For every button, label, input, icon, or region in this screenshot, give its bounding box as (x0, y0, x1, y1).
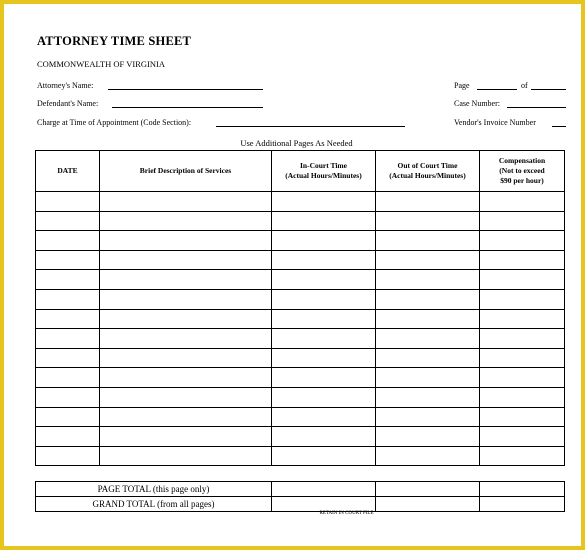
in-court-cell[interactable] (272, 368, 376, 388)
description-header: Brief Description of Services (100, 151, 272, 192)
out-court-cell[interactable] (376, 348, 480, 368)
table-row (36, 289, 565, 309)
compensation-cell[interactable] (480, 231, 565, 251)
description-cell[interactable] (100, 231, 272, 251)
out-court-cell[interactable] (376, 289, 480, 309)
out-court-cell[interactable] (376, 407, 480, 427)
date-cell[interactable] (36, 446, 100, 466)
page-total-compensation[interactable] (480, 482, 565, 497)
date-cell[interactable] (36, 309, 100, 329)
description-cell[interactable] (100, 368, 272, 388)
out-court-cell[interactable] (376, 427, 480, 447)
compensation-cell[interactable] (480, 446, 565, 466)
retain-footer: RETAIN IN COURT FILE (319, 511, 374, 516)
date-cell[interactable] (36, 427, 100, 447)
in-court-cell[interactable] (272, 387, 376, 407)
table-row (36, 407, 565, 427)
grand-total-out-court[interactable] (376, 497, 480, 512)
page-count-line[interactable] (531, 89, 566, 90)
out-court-cell[interactable] (376, 270, 480, 290)
page-total-row (36, 482, 565, 497)
table-row (36, 211, 565, 231)
description-cell[interactable] (100, 427, 272, 447)
page-total-label: PAGE TOTAL (this page only) (36, 482, 272, 497)
out-court-cell[interactable] (376, 309, 480, 329)
in-court-cell[interactable] (272, 348, 376, 368)
description-cell[interactable] (100, 446, 272, 466)
table-row (36, 192, 565, 212)
in-court-cell[interactable] (272, 289, 376, 309)
grand-total-label: GRAND TOTAL (from all pages) (36, 497, 272, 512)
description-cell[interactable] (100, 289, 272, 309)
attorney-name-label: Attorney's Name: (37, 81, 94, 90)
charge-label: Charge at Time of Appointment (Code Section): (37, 118, 192, 127)
compensation-cell[interactable] (480, 192, 565, 212)
in-court-cell[interactable] (272, 329, 376, 349)
in-court-cell[interactable] (272, 211, 376, 231)
out-court-cell[interactable] (376, 329, 480, 349)
case-number-label: Case Number: (454, 99, 500, 108)
description-cell[interactable] (100, 348, 272, 368)
of-label: of (521, 81, 528, 90)
description-cell[interactable] (100, 387, 272, 407)
document-subtitle: COMMONWEALTH OF VIRGINIA (37, 59, 165, 69)
in-court-cell[interactable] (272, 407, 376, 427)
in-court-header: In-Court Time (Actual Hours/Minutes) (272, 151, 376, 192)
grand-total-in-court[interactable] (272, 497, 376, 512)
table-row (36, 231, 565, 251)
out-court-header: Out of Court Time (Actual Hours/Minutes) (376, 151, 480, 192)
in-court-cell[interactable] (272, 309, 376, 329)
compensation-cell[interactable] (480, 368, 565, 388)
description-cell[interactable] (100, 407, 272, 427)
description-cell[interactable] (100, 211, 272, 231)
totals-table (35, 481, 565, 512)
document-title: ATTORNEY TIME SHEET (37, 34, 192, 48)
compensation-cell[interactable] (480, 250, 565, 270)
in-court-cell[interactable] (272, 270, 376, 290)
compensation-cell[interactable] (480, 211, 565, 231)
charge-line[interactable] (216, 126, 405, 127)
description-cell[interactable] (100, 270, 272, 290)
table-header-row (36, 151, 565, 192)
case-number-line[interactable] (507, 107, 566, 108)
compensation-cell[interactable] (480, 348, 565, 368)
time-table (35, 150, 565, 466)
vendor-invoice-label: Vendor's Invoice Number (454, 118, 536, 127)
table-row (36, 250, 565, 270)
date-cell[interactable] (36, 348, 100, 368)
out-court-cell[interactable] (376, 368, 480, 388)
out-court-cell[interactable] (376, 192, 480, 212)
description-cell[interactable] (100, 250, 272, 270)
table-row (36, 270, 565, 290)
grand-total-row (36, 497, 565, 512)
date-cell[interactable] (36, 231, 100, 251)
date-cell[interactable] (36, 250, 100, 270)
compensation-cell[interactable] (480, 309, 565, 329)
compensation-cell[interactable] (480, 427, 565, 447)
compensation-cell[interactable] (480, 289, 565, 309)
table-row (36, 329, 565, 349)
defendant-name-label: Defendant's Name: (37, 99, 99, 108)
date-cell[interactable] (36, 329, 100, 349)
in-court-cell[interactable] (272, 427, 376, 447)
description-cell[interactable] (100, 309, 272, 329)
page-label: Page (454, 81, 470, 90)
table-row (36, 368, 565, 388)
table-row (36, 348, 565, 368)
in-court-cell[interactable] (272, 250, 376, 270)
table-row (36, 446, 565, 466)
description-cell[interactable] (100, 192, 272, 212)
date-cell[interactable] (36, 387, 100, 407)
compensation-cell[interactable] (480, 270, 565, 290)
compensation-cell[interactable] (480, 329, 565, 349)
out-court-cell[interactable] (376, 446, 480, 466)
attorney-name-line[interactable] (108, 89, 263, 90)
out-court-cell[interactable] (376, 250, 480, 270)
additional-pages-note: Use Additional Pages As Needed (240, 138, 353, 148)
compensation-header: Compensation (Not to exceed $90 per hour) (480, 151, 565, 192)
date-cell[interactable] (36, 289, 100, 309)
in-court-cell[interactable] (272, 231, 376, 251)
out-court-cell[interactable] (376, 387, 480, 407)
vendor-invoice-line[interactable] (552, 126, 566, 127)
page-total-out-court[interactable] (376, 482, 480, 497)
date-cell[interactable] (36, 192, 100, 212)
out-court-cell[interactable] (376, 231, 480, 251)
compensation-cell[interactable] (480, 387, 565, 407)
date-header: DATE (36, 151, 100, 192)
defendant-name-line[interactable] (112, 107, 263, 108)
table-row (36, 309, 565, 329)
table-row (36, 427, 565, 447)
page-total-in-court[interactable] (272, 482, 376, 497)
date-cell[interactable] (36, 368, 100, 388)
in-court-cell[interactable] (272, 192, 376, 212)
date-cell[interactable] (36, 270, 100, 290)
grand-total-compensation[interactable] (480, 497, 565, 512)
description-cell[interactable] (100, 329, 272, 349)
page-number-line[interactable] (477, 89, 517, 90)
compensation-cell[interactable] (480, 407, 565, 427)
date-cell[interactable] (36, 407, 100, 427)
table-row (36, 387, 565, 407)
out-court-cell[interactable] (376, 211, 480, 231)
in-court-cell[interactable] (272, 446, 376, 466)
date-cell[interactable] (36, 211, 100, 231)
